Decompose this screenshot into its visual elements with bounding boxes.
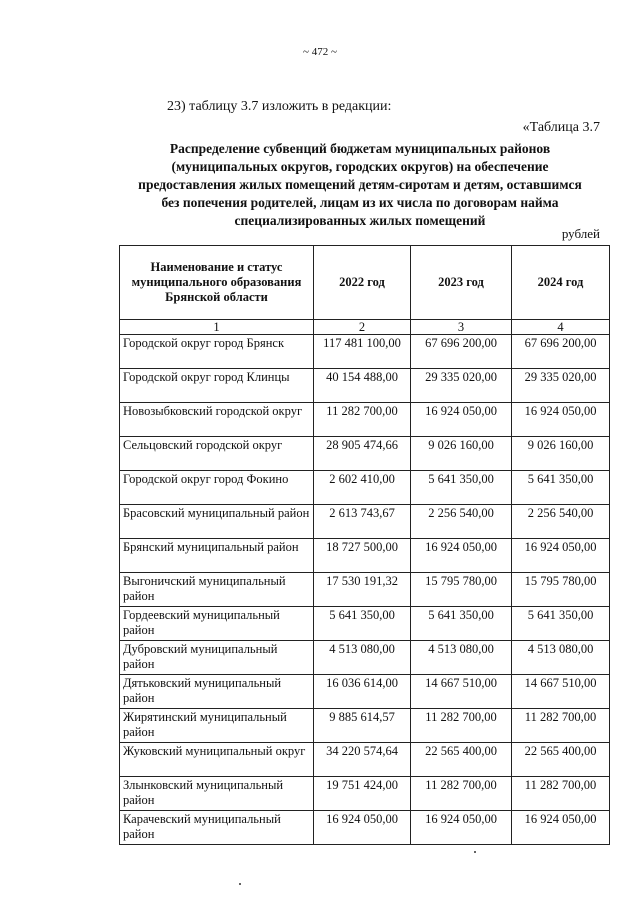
municipality-name: Брянский муниципальный район	[120, 539, 314, 573]
value-2023: 4 513 080,00	[411, 641, 512, 675]
value-2022: 2 602 410,00	[314, 471, 411, 505]
instruction-text: 23) таблицу 3.7 изложить в редакции:	[167, 99, 392, 114]
municipality-name: Новозыбковский городской округ	[120, 403, 314, 437]
value-2024: 14 667 510,00	[512, 675, 610, 709]
table-row	[120, 641, 610, 675]
value-2022: 2 613 743,67	[314, 505, 411, 539]
value-2022: 18 727 500,00	[314, 539, 411, 573]
value-2024: 15 795 780,00	[512, 573, 610, 607]
header-row	[120, 246, 610, 320]
municipality-name: Городской округ город Брянск	[120, 335, 314, 369]
column-number: 1	[120, 320, 314, 335]
value-2023: 22 565 400,00	[411, 743, 512, 777]
value-2022: 17 530 191,32	[314, 573, 411, 607]
header-2023: 2023 год	[411, 246, 512, 320]
table-title: Распределение субвенций бюджетам муниципальных районов (муниципальных округов, городских округов) на обеспечение предоставления жилых помещений детям-сиротам и детям, оставшимся без попечения родителей, лицам из их числа по договорам найма специализированных жилых помещений	[138, 141, 582, 228]
value-2024: 4 513 080,00	[512, 641, 610, 675]
municipality-name: Гордеевский муниципальный район	[120, 607, 314, 641]
value-2022: 16 924 050,00	[314, 811, 411, 845]
municipality-name: Городской округ город Клинцы	[120, 369, 314, 403]
table-row	[120, 437, 610, 471]
column-number: 2	[314, 320, 411, 335]
value-2022: 9 885 614,57	[314, 709, 411, 743]
municipality-name: Брасовский муниципальный район	[120, 505, 314, 539]
value-2023: 16 924 050,00	[411, 811, 512, 845]
table-row	[120, 505, 610, 539]
value-2024: 16 924 050,00	[512, 811, 610, 845]
table-row	[120, 607, 610, 641]
scan-speck	[239, 883, 241, 885]
value-2022: 5 641 350,00	[314, 607, 411, 641]
value-2023: 15 795 780,00	[411, 573, 512, 607]
municipality-name: Жирятинский муниципальный район	[120, 709, 314, 743]
header-2022: 2022 год	[314, 246, 411, 320]
table-row	[120, 709, 610, 743]
table-row	[120, 811, 610, 845]
column-number-row	[120, 320, 610, 335]
value-2022: 4 513 080,00	[314, 641, 411, 675]
value-2024: 22 565 400,00	[512, 743, 610, 777]
municipality-name: Городской округ город Фокино	[120, 471, 314, 505]
value-2023: 5 641 350,00	[411, 471, 512, 505]
value-2023: 67 696 200,00	[411, 335, 512, 369]
scan-speck	[474, 851, 476, 853]
municipality-name: Дятьковский муниципальный район	[120, 675, 314, 709]
value-2022: 34 220 574,64	[314, 743, 411, 777]
value-2024: 2 256 540,00	[512, 505, 610, 539]
value-2024: 5 641 350,00	[512, 607, 610, 641]
value-2024: 11 282 700,00	[512, 777, 610, 811]
value-2022: 117 481 100,00	[314, 335, 411, 369]
municipality-name: Злынковский муниципальный район	[120, 777, 314, 811]
value-2022: 16 036 614,00	[314, 675, 411, 709]
value-2024: 11 282 700,00	[512, 709, 610, 743]
value-2022: 11 282 700,00	[314, 403, 411, 437]
value-2024: 16 924 050,00	[512, 539, 610, 573]
value-2023: 29 335 020,00	[411, 369, 512, 403]
units-label: рублей	[561, 226, 600, 241]
table-row	[120, 369, 610, 403]
value-2023: 16 924 050,00	[411, 403, 512, 437]
header-municipality: Наименование и статус муниципального образования Брянской области	[120, 246, 314, 320]
table-row	[120, 403, 610, 437]
municipality-name: Карачевский муниципальный район	[120, 811, 314, 845]
value-2024: 9 026 160,00	[512, 437, 610, 471]
value-2024: 67 696 200,00	[512, 335, 610, 369]
table-row	[120, 539, 610, 573]
table-row	[120, 573, 610, 607]
subvention-table	[119, 245, 610, 845]
value-2022: 28 905 474,66	[314, 437, 411, 471]
table-row	[120, 335, 610, 369]
table-row	[120, 743, 610, 777]
value-2022: 19 751 424,00	[314, 777, 411, 811]
value-2023: 9 026 160,00	[411, 437, 512, 471]
table-row	[120, 777, 610, 811]
value-2024: 16 924 050,00	[512, 403, 610, 437]
table-reference: «Таблица 3.7	[522, 120, 600, 135]
table-row	[120, 675, 610, 709]
value-2024: 5 641 350,00	[512, 471, 610, 505]
municipality-name: Дубровский муниципальный район	[120, 641, 314, 675]
column-number: 3	[411, 320, 512, 335]
value-2023: 14 667 510,00	[411, 675, 512, 709]
page-number: ~ 472 ~	[303, 46, 337, 58]
table-row	[120, 471, 610, 505]
value-2023: 16 924 050,00	[411, 539, 512, 573]
municipality-name: Выгоничский муниципальный район	[120, 573, 314, 607]
column-number: 4	[512, 320, 610, 335]
value-2023: 5 641 350,00	[411, 607, 512, 641]
value-2024: 29 335 020,00	[512, 369, 610, 403]
value-2023: 2 256 540,00	[411, 505, 512, 539]
value-2022: 40 154 488,00	[314, 369, 411, 403]
municipality-name: Сельцовский городской округ	[120, 437, 314, 471]
header-2024: 2024 год	[512, 246, 610, 320]
municipality-name: Жуковский муниципальный округ	[120, 743, 314, 777]
value-2023: 11 282 700,00	[411, 777, 512, 811]
value-2023: 11 282 700,00	[411, 709, 512, 743]
